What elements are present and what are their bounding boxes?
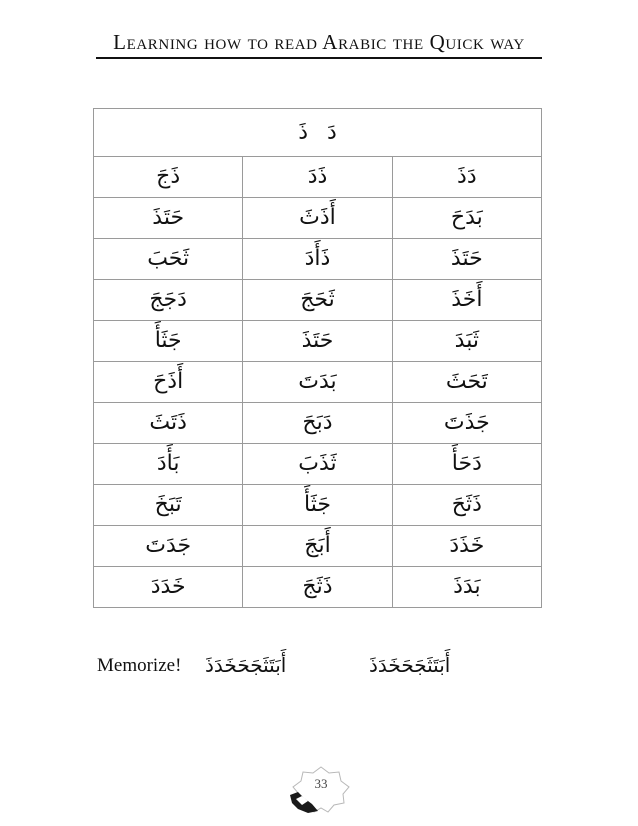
page-number: 33: [314, 776, 328, 791]
table-cell: دَبَحَ: [243, 403, 392, 444]
alphabet-sequence: أَبَتَثَجَحَخَدَذَ: [369, 653, 451, 677]
table-cell: أَبَجَ: [243, 526, 392, 567]
table-cell: ذَثَحَ: [392, 485, 541, 526]
table-cell: جَثَأَ: [243, 485, 392, 526]
table-row: [94, 198, 542, 239]
table-cell: جَثَأَ: [94, 321, 243, 362]
table-row: [94, 321, 542, 362]
table-cell: ثَحَبَ: [94, 239, 243, 280]
table-row: [94, 444, 542, 485]
table-cell: أَذَحَ: [94, 362, 243, 403]
table-cell: حَتَذَ: [94, 198, 243, 239]
table-cell: ذَأَدَ: [243, 239, 392, 280]
alphabet-sequence: أَبَتَثَجَحَخَدَذَ: [205, 653, 287, 677]
table-cell: بَأَدَ: [94, 444, 243, 485]
table-cell: ذَتَثَ: [94, 403, 243, 444]
table-row: [94, 485, 542, 526]
memorize-section: [97, 647, 497, 683]
table-cell: خَدَدَ: [94, 567, 243, 608]
table-cell: خَذَدَ: [392, 526, 541, 567]
page-footer: [288, 765, 354, 817]
table-cell: ثَذَبَ: [243, 444, 392, 485]
table-cell: أَذَثَ: [243, 198, 392, 239]
table-cell: حَتَذَ: [392, 239, 541, 280]
table-cell: تَبَخَ: [94, 485, 243, 526]
table-cell: تَحَثَ: [392, 362, 541, 403]
table-cell: جَذَتَ: [392, 403, 541, 444]
table-cell: ذَدَ: [243, 157, 392, 198]
table-cell: بَدَتَ: [243, 362, 392, 403]
table-row: [94, 280, 542, 321]
header-rule: [96, 57, 542, 59]
table-row: [94, 239, 542, 280]
table-cell: حَتَذَ: [243, 321, 392, 362]
header-title: Learning how to read Arabic the Quick way: [113, 30, 525, 54]
table-cell: بَدَذَ: [392, 567, 541, 608]
table-title: دَ ذَ: [94, 109, 542, 157]
table-cell: دَحَأَ: [392, 444, 541, 485]
page-header: [96, 30, 542, 54]
table-cell: أَخَذَ: [392, 280, 541, 321]
table-row: [94, 567, 542, 608]
table-cell: ذَجَ: [94, 157, 243, 198]
table-cell: جَدَتَ: [94, 526, 243, 567]
table-cell: بَدَحَ: [392, 198, 541, 239]
letters-table: [93, 108, 542, 608]
table-row: [94, 157, 542, 198]
memorize-label: Memorize!: [97, 655, 182, 676]
table-row: [94, 362, 542, 403]
table-row: [94, 403, 542, 444]
table-cell: دَذَ: [392, 157, 541, 198]
table-row: [94, 526, 542, 567]
table-cell: ثَحَجَ: [243, 280, 392, 321]
table-cell: دَجَجَ: [94, 280, 243, 321]
table-cell: ثَبَدَ: [392, 321, 541, 362]
table-title-row: [94, 109, 542, 157]
table-cell: ذَثَجَ: [243, 567, 392, 608]
